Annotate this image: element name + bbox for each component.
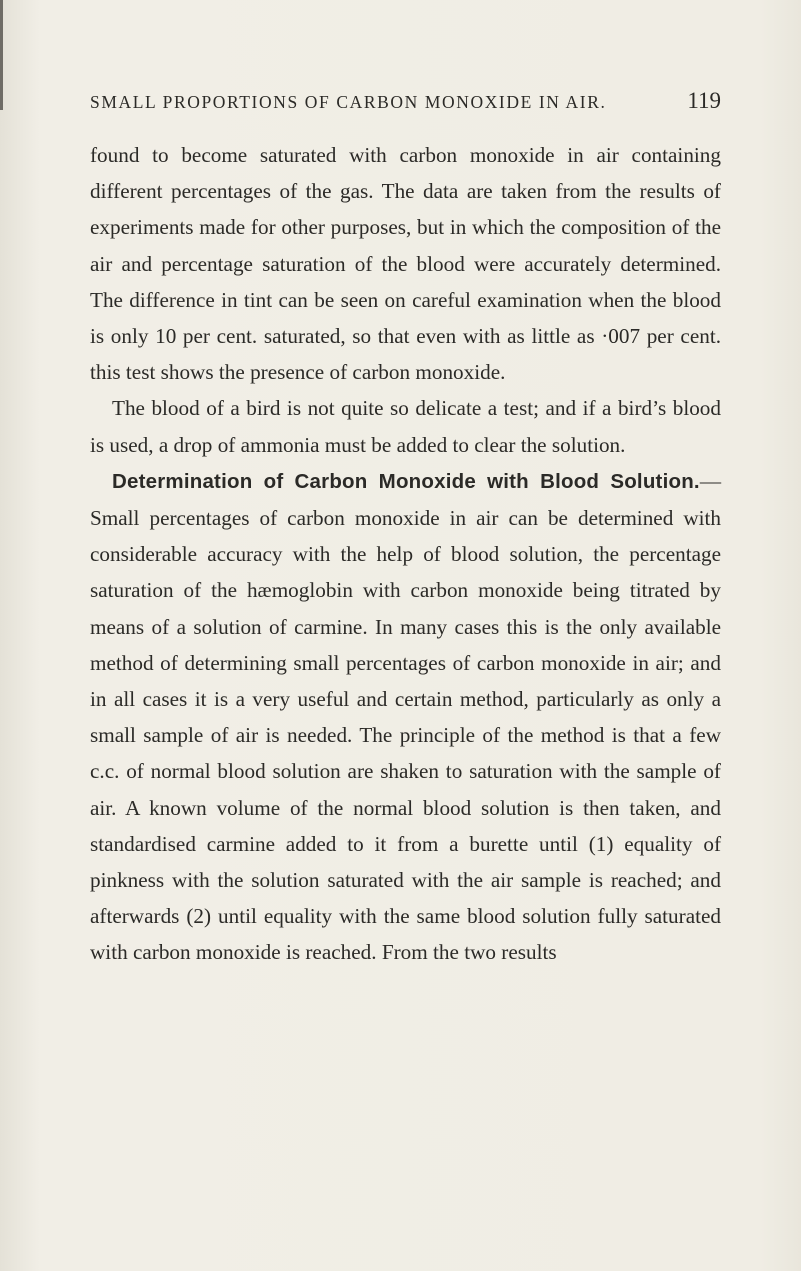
paragraph-determination-body: —Small percentages of carbon monoxide in air can be determined with considerable accuracy with the help of blood solution, the percentage saturation of the hæmoglobin with carbon monoxide being titrated by means of a solution of carmine. In many cases this is the only available method of determining small percentages of carbon monoxide in air; and in all cases it is a very useful and certain method, particularly as only a small sample of air is needed. The principle of the method is that a few c.c. of normal blood solution are shaken to saturation with the sample of air. A known volume of the normal blood solution is then taken, and standardised carmine added to it from a burette until (1) equality of pinkness with the solution saturated with the air sample is reached; and afterwards (2) until equality with the same blood solution fully saturated with carbon monoxide is reached. From the two results <box>90 468 721 965</box>
paragraph-bird-blood: The blood of a bird is not quite so delicate a test; and if a bird’s blood is used, a drop of ammonia must be added to clear the solution. <box>90 396 721 457</box>
page-header <box>90 88 721 122</box>
body-text <box>90 137 721 971</box>
section-heading: Determination of Carbon Monoxide with Blood Solution. <box>112 469 700 493</box>
page-number: 119 <box>687 88 721 113</box>
page-edge-rule <box>0 0 3 110</box>
paragraph-continuation: found to become saturated with carbon monoxide in air containing different percentages of the gas. The data are taken from the results of experiments made for other purposes, but in which the composition of the air and percentage saturation of the blood were accurately determined. The difference in tint can be seen on careful examination when the blood is only 10 per cent. saturated, so that even with as little as ·007 per cent. this test shows the presence of carbon monoxide. <box>90 143 721 385</box>
running-title: SMALL PROPORTIONS OF CARBON MONOXIDE IN AIR. <box>90 92 607 112</box>
paragraph-determination <box>90 463 721 971</box>
